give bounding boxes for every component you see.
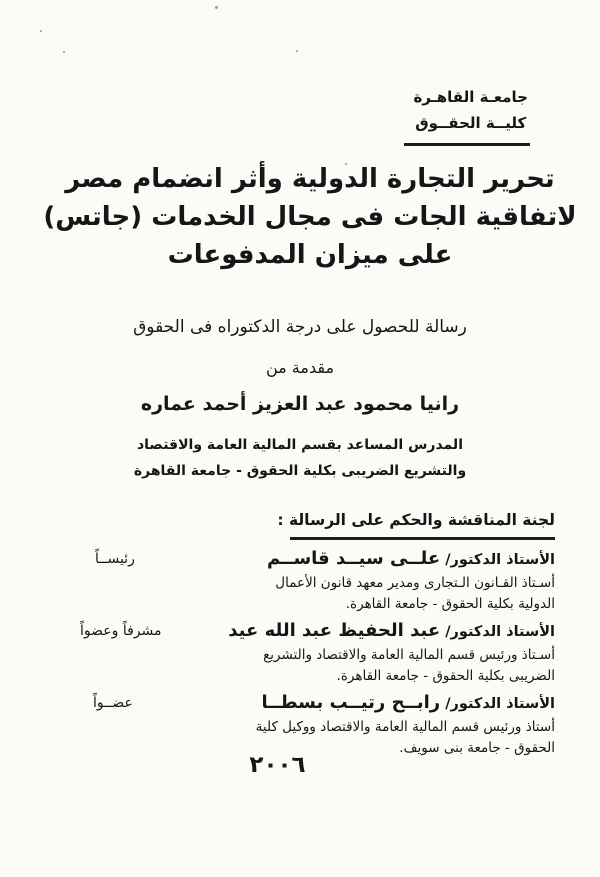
university-header	[413, 84, 528, 136]
committee-member-row	[38, 546, 555, 615]
member-name: رابــح رتيــب بسطــا	[261, 692, 441, 713]
member-description	[38, 645, 555, 687]
publication-year: ٢٠٠٦	[249, 752, 306, 778]
member-title-prefix: الأستاذ الدكتور/	[445, 552, 555, 568]
member-role: مشرفاً وعضواً	[80, 623, 162, 639]
header-rule	[404, 143, 530, 146]
scan-speck	[63, 51, 65, 53]
thesis-title-line-2: لاتفاقية الجات فى مجال الخدمات (جاتس)	[43, 202, 577, 232]
member-name: عبد الحفيظ عبد الله عيد	[228, 620, 441, 641]
member-title-prefix: الأستاذ الدكتور/	[445, 696, 555, 712]
author-description	[0, 432, 600, 484]
committee-member-row	[38, 618, 555, 687]
author-title-line-1: المدرس المساعد بقسم المالية العامة والاقتصاد	[136, 437, 463, 453]
member-description	[38, 573, 555, 615]
member-description-line-2: الدولية بكلية الحقوق - جامعة القاهرة.	[345, 596, 555, 612]
university-name: جامعـة القاهـرة	[413, 88, 528, 106]
committee-members	[38, 546, 555, 762]
member-description-line-2: الحقوق - جامعة بنى سويف.	[399, 740, 555, 756]
member-description-line-1: أسـتاذ القـانون الـتجارى ومدير معهد قانون الأعمال	[275, 575, 555, 591]
member-description-line-2: الضريبى بكلية الحقوق - جامعة القاهرة.	[336, 668, 555, 684]
member-name: علــى سيــد قاســم	[267, 548, 441, 569]
author-name: رانيا محمود عبد العزيز أحمد عماره	[140, 393, 460, 415]
faculty-name: كليــة الحقــوق	[415, 114, 527, 132]
member-description-line-1: أسـتاذ ورئيس قسم المالية العامة والاقتصاد والتشريع	[263, 647, 555, 663]
scan-speck	[296, 50, 298, 52]
committee-heading-underline	[290, 537, 555, 540]
submitted-by-label: مقدمة من	[265, 358, 335, 377]
thesis-title	[20, 160, 600, 274]
scan-speck	[40, 30, 42, 32]
author-title-line-2: والتشريع الضريبى بكلية الحقوق - جامعة القاهرة	[133, 463, 467, 479]
member-role: عضــواً	[93, 695, 133, 711]
member-title-prefix: الأستاذ الدكتور/	[445, 624, 555, 640]
member-role: رئيســاً	[95, 551, 135, 567]
thesis-title-line-1: تحرير التجارة الدولية وأثر انضمام مصر	[65, 164, 555, 194]
committee-heading: لجنة المناقشة والحكم على الرسالة :	[277, 511, 555, 529]
degree-statement: رسالة للحصول على درجة الدكتوراه فى الحقوق	[133, 317, 467, 337]
scan-speck	[215, 6, 218, 9]
committee-member-row	[38, 690, 555, 759]
member-description-line-1: أستاذ ورئيس قسم المالية العامة والاقتصاد ووكيل كلية	[255, 719, 555, 735]
thesis-title-line-3: على ميزان المدفوعات	[167, 240, 453, 270]
